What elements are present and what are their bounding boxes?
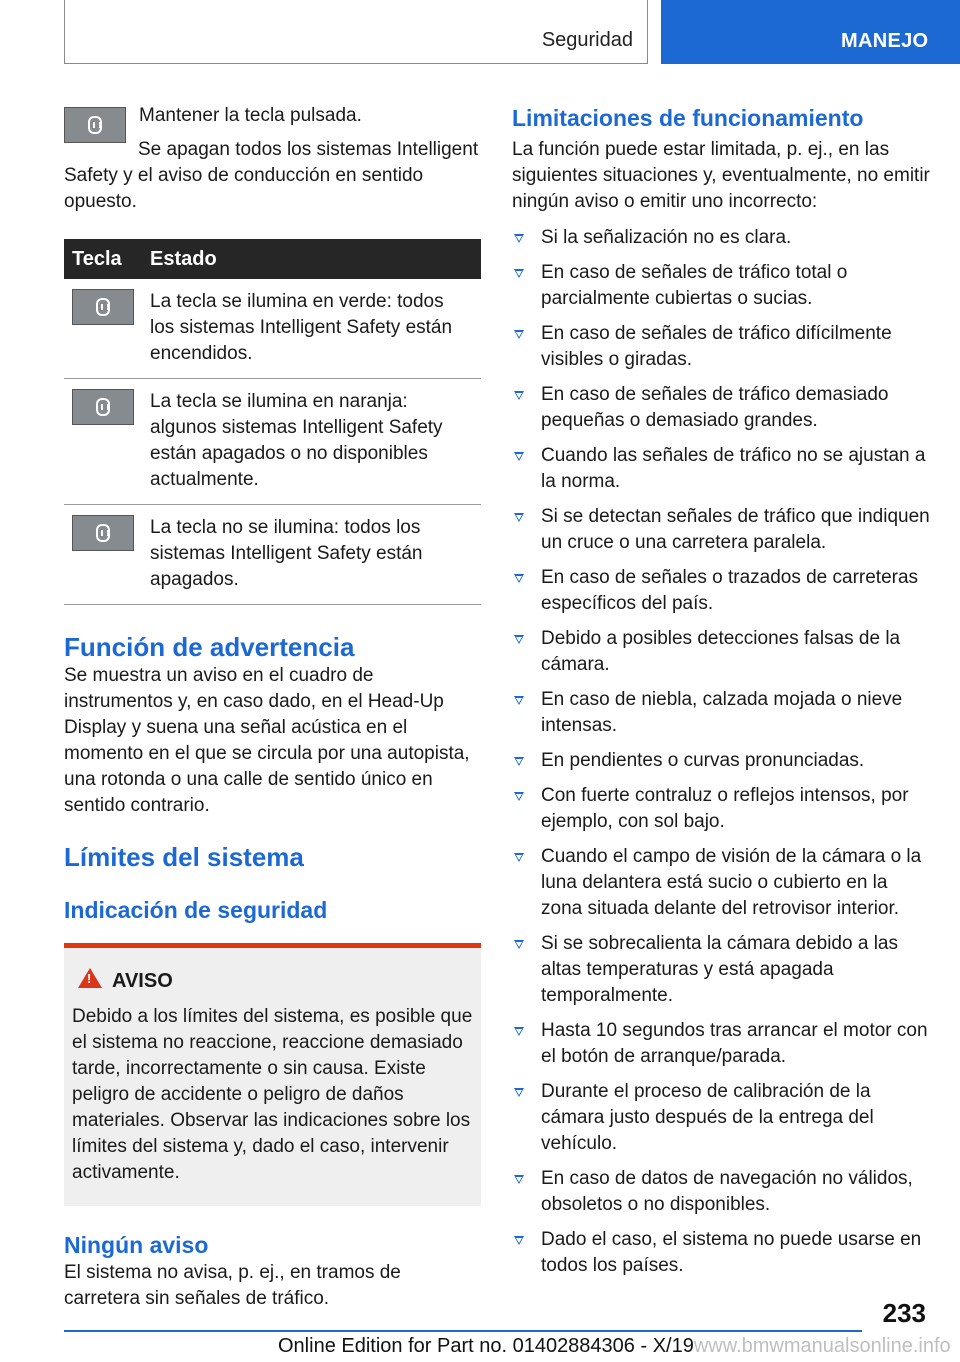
bullet-triangle-icon	[514, 330, 524, 339]
bullet-triangle-icon	[514, 696, 524, 705]
right-column	[512, 103, 932, 1288]
list-item: Si se detectan señales de tráfico que indiquen un cruce o una carretera paralela.	[512, 504, 932, 556]
bullet-triangle-icon	[514, 757, 524, 766]
button-orange-icon	[72, 389, 134, 425]
limitations-list	[512, 225, 932, 1279]
bullet-triangle-icon	[514, 1088, 524, 1097]
page-number: 233	[882, 1298, 926, 1328]
list-item: En caso de niebla, calzada mojada o nieve intensas.	[512, 687, 932, 739]
key-state-table	[64, 239, 481, 605]
table-cell-state: La tecla no se ilumina: todos los sistemas Intelligent Safety están apagados.	[142, 505, 481, 605]
list-item: Cuando el campo de visión de la cámara o la luna delantera está sucio o cubierto en la zona situada delante del retrovisor interior.	[512, 844, 932, 922]
bullet-triangle-icon	[514, 269, 524, 278]
list-item: Si la señalización no es clara.	[512, 225, 932, 251]
table-cell-state: La tecla se ilumina en naranja: algunos sistemas Intelligent Safety están apagados o no disponibles actualmente.	[142, 379, 481, 505]
list-item: En caso de señales de tráfico total o parcialmente cubiertas o sucias.	[512, 260, 932, 312]
table-row	[64, 505, 481, 605]
bullet-triangle-icon	[514, 574, 524, 583]
left-column	[64, 103, 481, 1312]
warning-box	[64, 943, 481, 1206]
footer-rule	[64, 1330, 862, 1332]
bullet-triangle-icon	[514, 1175, 524, 1184]
footer-text	[278, 1335, 951, 1358]
bullet-triangle-icon	[514, 234, 524, 243]
button-off-icon	[72, 515, 134, 551]
header-frame	[64, 0, 648, 64]
warning-label: AVISO	[112, 970, 173, 992]
warning-function-heading: Función de advertencia	[64, 632, 355, 662]
list-item: Cuando las señales de tráfico no se ajustan a la norma.	[512, 443, 932, 495]
bullet-triangle-icon	[514, 391, 524, 400]
list-item: Hasta 10 segundos tras arrancar el motor con el botón de arranque/parada.	[512, 1018, 932, 1070]
table-cell-state: La tecla se ilumina en verde: todos los sistemas Intelligent Safety están encendidos.	[142, 279, 481, 379]
table-row	[64, 379, 481, 505]
intro-block	[64, 103, 481, 215]
safety-heading: Indicación de seguridad	[64, 897, 328, 923]
section-title: Seguridad	[541, 29, 633, 51]
warning-text: Debido a los límites del sistema, es posible que el sistema no reaccione, reaccione demasiado tarde, incorrectamente o sin causa. Existe peligro de accidente o peligro de daños materiales. Observar las indicaciones sobre los límites del sistema y, dado el caso, intervenir activamente.	[72, 1006, 473, 1183]
bullet-triangle-icon	[514, 853, 524, 862]
list-item: En caso de datos de navegación no válidos, obsoletos o no disponibles.	[512, 1166, 932, 1218]
bullet-triangle-icon	[514, 1236, 524, 1245]
chapter-tab[interactable]: MANEJO	[661, 0, 960, 64]
no-warning-heading: Ningún aviso	[64, 1232, 209, 1258]
list-item: Dado el caso, el sistema no puede usarse en todos los países.	[512, 1227, 932, 1279]
list-item: Con fuerte contraluz o reflejos intensos, por ejemplo, con sol bajo.	[512, 783, 932, 835]
list-item: Durante el proceso de calibración de la cámara justo después de la entrega del vehículo.	[512, 1079, 932, 1157]
bullet-triangle-icon	[514, 792, 524, 801]
watermark-text: www.bmwmanualsonline.info	[693, 1335, 951, 1357]
warning-triangle-icon	[78, 968, 102, 988]
bullet-triangle-icon	[514, 452, 524, 461]
limits-heading: Límites del sistema	[64, 842, 304, 872]
list-item: En caso de señales de tráfico demasiado pequeñas o demasiado grandes.	[512, 382, 932, 434]
no-warning-text: El sistema no avisa, p. ej., en tramos de carretera sin señales de tráfico.	[64, 1262, 401, 1309]
intelligent-safety-button-icon	[64, 107, 126, 143]
limitations-intro: La función puede estar limitada, p. ej., en las siguientes situaciones y, eventualmente, no emitir ningún aviso o emitir uno incorrecto:	[512, 139, 930, 212]
list-item: En caso de señales o trazados de carreteras específicos del país.	[512, 565, 932, 617]
warning-function-text: Se muestra un aviso en el cuadro de instrumentos y, en caso dado, en el Head-Up Display y suena una señal acústica en el momento en el que se circula por una autopista, una rotonda o una calle de sentido único en sentido contrario.	[64, 665, 470, 816]
table-header-key: Tecla	[64, 239, 142, 279]
table-row	[64, 279, 481, 379]
edition-text: Online Edition for Part no. 01402884306 - X/19	[278, 1335, 694, 1357]
warning-title	[112, 968, 473, 994]
list-item: En caso de señales de tráfico difícilmente visibles o giradas.	[512, 321, 932, 373]
bullet-triangle-icon	[514, 635, 524, 644]
button-green-icon	[72, 289, 134, 325]
list-item: Debido a posibles detecciones falsas de la cámara.	[512, 626, 932, 678]
bullet-triangle-icon	[514, 513, 524, 522]
table-header-state: Estado	[142, 239, 481, 279]
intro-instruction: Mantener la tecla pulsada.	[139, 105, 362, 126]
intro-result: Se apagan todos los sistemas Intelligent Safety y el aviso de conducción en sentido opuesto.	[64, 139, 479, 212]
list-item: En pendientes o curvas pronunciadas.	[512, 748, 932, 774]
list-item: Si se sobrecalienta la cámara debido a las altas temperaturas y está apagada temporalmente.	[512, 931, 932, 1009]
bullet-triangle-icon	[514, 1027, 524, 1036]
bullet-triangle-icon	[514, 940, 524, 949]
limitations-heading: Limitaciones de funcionamiento	[512, 105, 864, 131]
